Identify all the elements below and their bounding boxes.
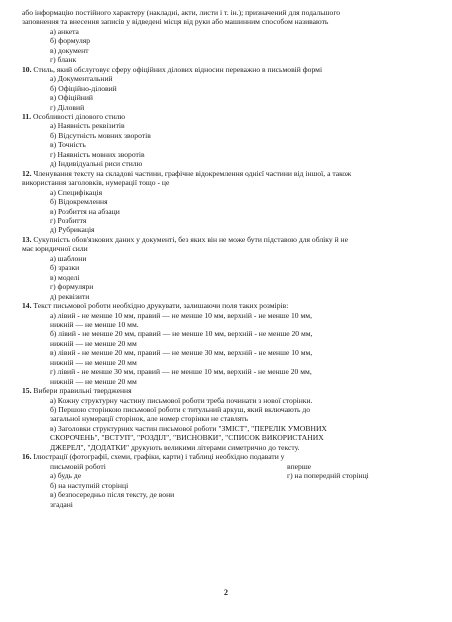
option: а) Наявність реквізитів bbox=[50, 121, 125, 131]
option: а) лівий - не менше 10 мм, правий — не менше 10 мм, верхній - не менше 10 мм, bbox=[50, 310, 313, 320]
option-cont: нижній — не менше 20 мм bbox=[50, 357, 137, 367]
option: в) Офіційний bbox=[50, 93, 93, 103]
option: д) Рубрикація bbox=[50, 225, 95, 235]
option: а) Документальний bbox=[50, 74, 113, 84]
option: в) моделі bbox=[50, 272, 80, 282]
question-number: 11. bbox=[22, 111, 32, 121]
question-number: 16. bbox=[22, 452, 32, 462]
question-number: 14. bbox=[22, 301, 32, 311]
option-cont: нижній — не менше 10 мм. bbox=[50, 319, 139, 329]
question-16 bbox=[22, 452, 430, 461]
question-text-cont: використання заголовків, нумерації тощо - це bbox=[22, 178, 170, 188]
question-number: 10. bbox=[22, 64, 32, 74]
option: в) документ bbox=[50, 45, 89, 55]
option: г) Розбиття bbox=[50, 215, 87, 225]
question-12 bbox=[22, 169, 430, 178]
option: в) Заголовки структурних частин письмової роботи "ЗМІСТ", "ПЕРЕЛІК УМОВНИХ bbox=[50, 423, 327, 433]
question-14 bbox=[22, 301, 430, 310]
question-number: 12. bbox=[22, 168, 32, 178]
option: а) шаблони bbox=[50, 253, 87, 263]
question-text-cont: письмовій роботі bbox=[50, 461, 106, 471]
option-cont: ДЖЕРЕЛ", "ДОДАТКИ" друкують великими літерами симетрично до тексту. bbox=[50, 442, 300, 452]
question-number: 15. bbox=[22, 386, 32, 396]
option: в) Точність bbox=[50, 140, 86, 150]
option: а) будь де bbox=[50, 471, 82, 481]
option-cont: згадані bbox=[50, 499, 73, 509]
option: в) Розбиття на абзаци bbox=[50, 206, 120, 216]
option: д) Індивідуальні риси стилю bbox=[50, 159, 143, 169]
option: б) Відсутність мовних зворотів bbox=[50, 130, 151, 140]
question-text: Особливості ділового стилю bbox=[32, 111, 126, 121]
question-text: Членування тексту на складові частини, графічне відокремлення однієї частини від іншої, а також bbox=[33, 168, 352, 178]
option-cont: загальної нумерації сторінок, але номер сторінки не ставлять bbox=[50, 414, 249, 424]
question-text: Сукупність обов'язкових даних у документі, без яких він не може бути підставою для обліку й не bbox=[33, 234, 348, 244]
option: г) формуляри bbox=[50, 282, 94, 292]
question-text-cont: має юридичної сили bbox=[22, 244, 88, 254]
question-text-cont: вперше bbox=[287, 461, 312, 471]
option: а) Кожну структурну частину письмової роботи треба починати з нової сторінки. bbox=[50, 395, 313, 405]
question-11 bbox=[22, 112, 430, 121]
option: д) реквізити bbox=[50, 291, 90, 301]
option: а) анкета bbox=[50, 26, 79, 36]
option: в) лівий - не менше 20 мм, правий — не менше 30 мм, верхній - не менше 10 мм, bbox=[50, 348, 313, 358]
question-text: Стиль, який обслуговує сферу офіційних ділових відносин переважно в письмовій формі bbox=[33, 64, 323, 74]
option: г) Наявність мовних зворотів bbox=[50, 149, 145, 159]
question-13 bbox=[22, 235, 430, 244]
option: б) Відокремлення bbox=[50, 197, 108, 207]
question-15 bbox=[22, 386, 430, 395]
intro-line: або інформацію постійного характеру (накладні, акти, листи і т. ін.); призначений для подальшого bbox=[22, 8, 341, 17]
option: б) на наступній сторінці bbox=[50, 480, 129, 490]
question-number: 13. bbox=[22, 234, 32, 244]
option: г) лівий - не менше 30 мм, правий — не менше 10 мм, верхній - не менше 20 мм, bbox=[50, 367, 312, 377]
question-10 bbox=[22, 65, 430, 74]
question-16-row bbox=[22, 471, 430, 480]
option: б) Офіційно-діловий bbox=[50, 83, 117, 93]
intro-line: заповнення та внесення записів у відведені місця від руки або машинним способом називають bbox=[22, 17, 329, 27]
option: а) Специфікація bbox=[50, 187, 103, 197]
option: в) безпосередньо після тексту, де вони bbox=[50, 490, 175, 500]
option: б) Першою сторінкою письмової роботи є титульний аркуш, який включають до bbox=[50, 405, 311, 415]
option-cont: нижній — не менше 20 мм bbox=[50, 338, 137, 348]
option: г) Діловий bbox=[50, 102, 85, 112]
question-text: Текст письмової роботи необхідно друкувати, залишаючи поля таких розмірів: bbox=[33, 301, 289, 311]
option: г) бланк bbox=[50, 55, 77, 65]
question-16-row bbox=[22, 462, 430, 471]
option-cont: нижній — не менше 20 мм bbox=[50, 376, 137, 386]
option-cont: СКОРОЧЕНЬ", "ВСТУП", "РОЗДІЛ", "ВИСНОВКИ", "СПИСОК ВИКОРИСТАНИХ bbox=[50, 433, 324, 443]
option: б) формуляр bbox=[50, 36, 91, 46]
question-text: Ілюстрації (фотографії, схеми, графіки, карти) і таблиці необхідно подавати у bbox=[33, 452, 285, 462]
page-number: 2 bbox=[224, 588, 228, 597]
option: б) зразки bbox=[50, 263, 80, 273]
option: г) на попередній сторінці bbox=[287, 471, 369, 481]
option: б) лівий - не менше 20 мм, правий — не менше 10 мм, верхній - не менше 20 мм, bbox=[50, 329, 313, 339]
question-text: Вибери правильні твердження bbox=[33, 386, 132, 396]
